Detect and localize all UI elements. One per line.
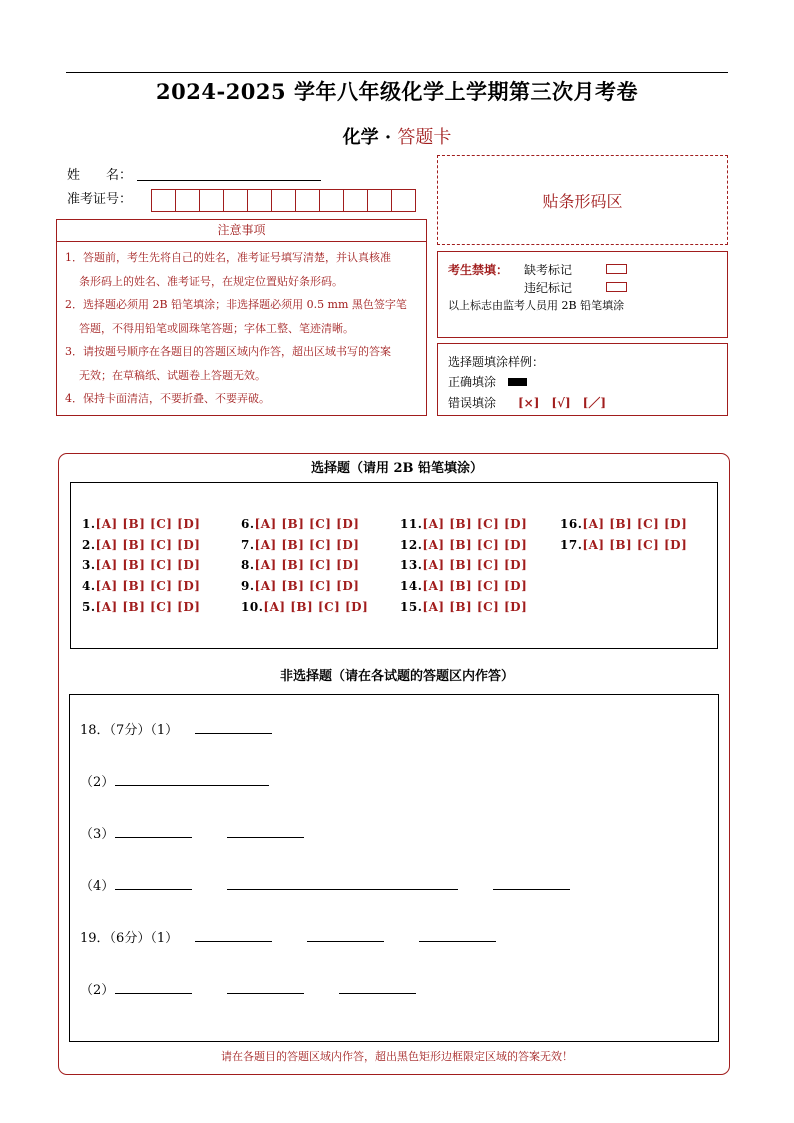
answer-sheet-label: 答题卡 — [397, 127, 452, 148]
exam-id-digit-box[interactable] — [199, 189, 224, 212]
answer-line[interactable] — [419, 941, 496, 942]
exam-id-digit-box[interactable] — [391, 189, 416, 212]
notice-heading: 注意事项 — [56, 219, 427, 242]
exam-id-digit-box[interactable] — [295, 189, 320, 212]
notice-item: 2．选择题必须用 2B 铅笔填涂；非选择题必须用 0.5 mm 黑色签字笔 — [65, 298, 407, 311]
answer-line[interactable] — [307, 941, 384, 942]
wrong-fill-label: 错误填涂 — [448, 396, 497, 410]
q18-label: 18．（7分）（1） — [80, 723, 179, 738]
answer-line[interactable] — [195, 941, 272, 942]
fill-sample-box — [437, 343, 728, 416]
forbidden-label: 考生禁填： — [448, 263, 509, 277]
answer-line[interactable] — [227, 889, 458, 890]
notice-item: 1．答题前，考生先将自己的姓名，准考证号填写清楚，并认真核准 — [65, 251, 391, 264]
mc-question[interactable]: 2.[A] [B] [C] [D] — [82, 537, 201, 552]
notice-item: 无效；在草稿纸、试题卷上答题无效。 — [79, 368, 266, 382]
mc-question[interactable]: 14.[A] [B] [C] [D] — [400, 579, 528, 594]
mc-question[interactable]: 15.[A] [B] [C] [D] — [400, 599, 528, 614]
mc-question[interactable]: 8.[A] [B] [C] [D] — [241, 558, 360, 573]
mc-question[interactable]: 7.[A] [B] [C] [D] — [241, 537, 360, 552]
answer-line[interactable] — [227, 993, 304, 994]
subject-label: 化学 · — [342, 127, 398, 148]
exam-id-digit-box[interactable] — [175, 189, 200, 212]
mc-question[interactable]: 1.[A] [B] [C] [D] — [82, 517, 201, 531]
mc-question[interactable]: 13.[A] [B] [C] [D] — [400, 558, 528, 573]
notice-item: 条形码上的姓名、准考证号，在规定位置贴好条形码。 — [79, 274, 343, 288]
mc-question[interactable]: 17.[A] [B] [C] [D] — [560, 537, 688, 552]
q19-label: 19．（6分）（1） — [80, 931, 179, 946]
violation-mark-label: 违纪标记 — [524, 281, 573, 295]
forbidden-note: 以上标志由监考人员用 2B 铅笔填涂 — [448, 299, 625, 312]
free-response-title: 非选择题（请在各试题的答题区内作答） — [279, 669, 514, 684]
notice-item: 4．保持卡面清洁，不要折叠、不要弄破。 — [65, 392, 270, 405]
mc-column — [400, 514, 527, 618]
mc-column — [560, 514, 687, 555]
exam-id-digit-box[interactable] — [247, 189, 272, 212]
mc-question[interactable]: 11.[A] [B] [C] [D] — [400, 517, 528, 531]
page-subtitle — [0, 123, 794, 149]
exam-id-digit-box[interactable] — [271, 189, 296, 212]
answer-line[interactable] — [195, 733, 272, 734]
examinee-forbidden-box — [437, 251, 728, 338]
fill-sample-title: 选择题填涂样例： — [448, 355, 545, 369]
answer-line[interactable] — [115, 993, 192, 994]
exam-id-digit-box[interactable] — [223, 189, 248, 212]
notice-item: 答题，不得用铅笔或圆珠笔答题；字体工整、笔迹清晰。 — [79, 321, 354, 335]
exam-id-digit-box[interactable] — [367, 189, 392, 212]
answer-line[interactable] — [493, 889, 570, 890]
correct-fill-sample — [508, 378, 527, 386]
mc-question[interactable]: 3.[A] [B] [C] [D] — [82, 558, 201, 573]
mc-question[interactable]: 10.[A] [B] [C] [D] — [241, 599, 369, 614]
q18-3-label: （3） — [80, 827, 115, 842]
q19-2-label: （2） — [80, 983, 115, 998]
absent-mark-box[interactable] — [606, 264, 627, 274]
mc-question[interactable]: 16.[A] [B] [C] [D] — [560, 517, 688, 531]
q18-2-label: （2） — [80, 775, 115, 790]
name-field[interactable] — [137, 180, 321, 181]
notice-item: 3．请按题号顺序在各题目的答题区域内作答，超出区域书写的答案 — [65, 345, 391, 358]
exam-id-digit-box[interactable] — [343, 189, 368, 212]
answer-line[interactable] — [115, 837, 192, 838]
notice-body — [56, 242, 427, 416]
mc-question[interactable]: 6.[A] [B] [C] [D] — [241, 517, 360, 531]
mc-column — [82, 514, 200, 618]
wrong-fill-samples: [×] [√] [／] — [518, 396, 607, 410]
answer-line[interactable] — [115, 785, 269, 786]
mc-column — [241, 514, 368, 618]
free-response-box — [69, 694, 719, 1042]
exam-id-label: 准考证号： — [67, 192, 133, 207]
name-label: 姓 名： — [67, 168, 133, 183]
barcode-area — [437, 155, 728, 245]
page-title: 2024-2025 学年八年级化学上学期第三次月考卷 — [156, 79, 638, 104]
absent-mark-label: 缺考标记 — [524, 263, 573, 277]
mc-question[interactable]: 9.[A] [B] [C] [D] — [241, 579, 360, 594]
answer-line[interactable] — [339, 993, 416, 994]
q18-4-label: （4） — [80, 879, 115, 894]
exam-id-boxes[interactable] — [151, 189, 415, 212]
correct-fill-label: 正确填涂 — [448, 375, 497, 389]
answer-line[interactable] — [115, 889, 192, 890]
exam-id-digit-box[interactable] — [151, 189, 176, 212]
mc-question[interactable]: 4.[A] [B] [C] [D] — [82, 579, 201, 594]
top-rule — [66, 72, 728, 73]
multiple-choice-title: 选择题（请用 2B 铅笔填涂） — [310, 461, 484, 476]
violation-mark-box[interactable] — [606, 282, 627, 292]
mc-question[interactable]: 12.[A] [B] [C] [D] — [400, 537, 528, 552]
answer-line[interactable] — [227, 837, 304, 838]
mc-question[interactable]: 5.[A] [B] [C] [D] — [82, 599, 201, 614]
exam-id-digit-box[interactable] — [319, 189, 344, 212]
barcode-area-label: 贴条形码区 — [542, 191, 623, 211]
footer-warning: 请在各题目的答题区域内作答，超出黑色矩形边框限定区域的答案无效！ — [221, 1050, 573, 1063]
